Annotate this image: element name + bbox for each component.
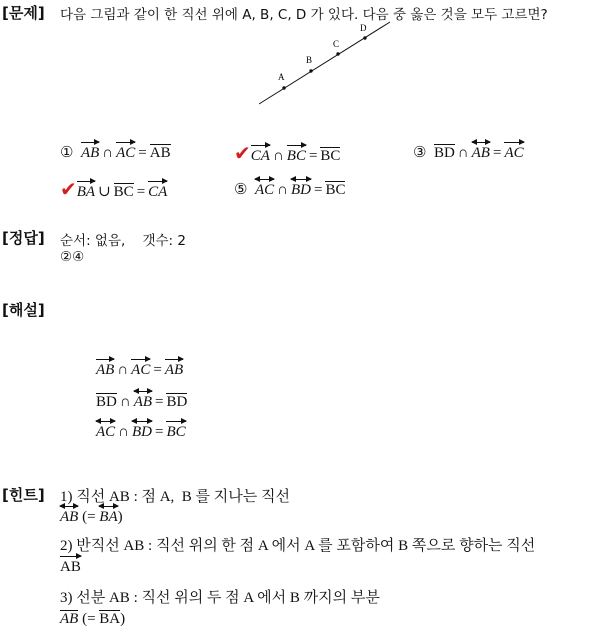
eq3-line-bd-text: BD	[132, 424, 153, 440]
hint-line-1: 1) 직선 AB : 점 A, B 를 지나는 직선	[60, 489, 290, 505]
answer-label: [정답]	[2, 229, 45, 247]
eq3-ray-bc: BC	[166, 424, 186, 440]
choice-1-seg-ab: AB	[149, 145, 171, 161]
choice-5-num: ⑤	[234, 182, 248, 198]
check-icon: ✔	[234, 141, 251, 165]
choice-4-eq: =	[136, 184, 146, 200]
choice-3[interactable]	[413, 143, 524, 162]
eq2-seg-bd: BD	[96, 394, 117, 410]
choice-3-num: ③	[413, 145, 427, 161]
problem-label: [문제]	[2, 4, 45, 22]
point-c	[336, 52, 339, 55]
hint-line-ab-text: AB	[60, 509, 79, 525]
label-b: B	[306, 55, 313, 65]
choice-2-eq: =	[308, 148, 318, 164]
hint-line-5: 3) 선분 AB : 직선 위의 두 점 A 에서 B 까지의 부분	[60, 590, 380, 606]
eq2-line-ab-text: AB	[133, 394, 153, 410]
hint-paren-open-2: (	[82, 611, 88, 627]
figure-line	[259, 22, 390, 104]
choice-2-ray-bc: BC	[286, 148, 306, 164]
point-b	[309, 69, 312, 72]
choice-4-seg-bc: BC	[113, 184, 134, 200]
answer-line: 순서: 없음, 갯수: 2	[60, 233, 186, 249]
hint-eq-1: =	[87, 509, 100, 525]
problem-question: 다음 그림과 같이 한 직선 위에 A, B, C, D 가 있다. 다음 중 옳은 것을 모두 고르면?	[60, 7, 548, 23]
choice-5-seg-bc: BC	[325, 182, 346, 198]
hint-ray-ab: AB	[60, 559, 81, 575]
choice-3-line-ab-text: AB	[471, 145, 490, 161]
choice-1-num: ①	[60, 145, 74, 161]
choice-2-ray-ca: CA	[250, 148, 270, 164]
eq2-op: ∩	[119, 394, 131, 410]
choice-2-seg-bc: BC	[320, 148, 341, 164]
choice-5-op: ∩	[277, 182, 288, 198]
label-c: C	[333, 39, 340, 49]
hint-line-ba-text: BA	[99, 509, 118, 525]
choice-5-line-bd	[291, 182, 311, 199]
answer-choices: ②④	[60, 249, 85, 265]
eq1-ray-ab: AB	[96, 362, 115, 378]
point-a	[282, 86, 285, 89]
choice-4-ray-ba: BA	[76, 184, 96, 200]
choice-4[interactable]	[60, 177, 167, 201]
hint-eq-2: =	[87, 611, 100, 627]
choice-5-line-bd-text: BD	[290, 182, 311, 198]
explanation-eq-2	[96, 393, 187, 411]
choice-5[interactable]	[234, 180, 345, 199]
eq1-op: ∩	[117, 362, 129, 378]
hint-paren-close-2: )	[120, 611, 126, 627]
eq3-line-bd	[132, 424, 152, 441]
eq1-eq: =	[153, 362, 162, 378]
hint-line-6	[60, 610, 125, 628]
choice-3-line-ab	[472, 145, 490, 162]
choice-1[interactable]	[60, 143, 171, 162]
label-d: D	[360, 23, 367, 33]
hint-line-ba	[99, 509, 117, 526]
choice-5-eq: =	[313, 182, 323, 198]
eq1-ray-ab-r: AB	[164, 362, 184, 378]
hint-line-2	[60, 509, 123, 526]
hint-seg-ba: BA	[99, 611, 121, 627]
eq3-line-ac	[96, 424, 115, 441]
explanation-label: [해설]	[2, 301, 45, 319]
hint-seg-ab: AB	[60, 611, 79, 627]
choice-1-op: ∩	[102, 145, 114, 161]
choice-3-op: ∩	[457, 145, 469, 161]
check-icon: ✔	[60, 177, 77, 201]
eq2-eq: =	[155, 394, 164, 410]
choice-3-seg-bd: BD	[433, 145, 455, 161]
choice-2[interactable]	[234, 141, 340, 165]
choice-1-ray-ac: AC	[116, 145, 136, 161]
choice-1-eq: =	[138, 145, 147, 161]
label-a: A	[278, 72, 285, 82]
point-d	[363, 36, 366, 39]
eq2-seg-bd-r: BD	[166, 394, 188, 410]
eq3-eq: =	[155, 424, 164, 440]
choice-3-ray-ac: AC	[504, 145, 524, 161]
hint-paren-open-1: (	[82, 509, 88, 525]
eq2-line-ab	[134, 394, 152, 411]
explanation-eq-3	[96, 424, 186, 441]
hint-line-ab	[60, 509, 78, 526]
line-figure	[250, 18, 400, 108]
hint-line-3: 2) 반직선 AB : 직선 위의 한 점 A 에서 A 를 포함하여 B 쪽으로 향하는 직선	[60, 538, 536, 554]
eq1-ray-ac: AC	[131, 362, 151, 378]
hint-paren-close-1: )	[117, 509, 123, 525]
explanation-eq-1	[96, 362, 183, 379]
hint-line-4	[60, 559, 81, 576]
choice-5-line-ac	[255, 182, 274, 199]
eq3-op: ∩	[118, 424, 130, 440]
choice-4-op: ∪	[98, 184, 111, 200]
choice-2-op: ∩	[272, 148, 284, 164]
choice-5-line-ac-text: AC	[254, 182, 275, 198]
choice-4-ray-ca: CA	[148, 184, 168, 200]
hint-label: [힌트]	[2, 486, 45, 504]
choice-3-eq: =	[492, 145, 502, 161]
choice-1-ray-ab: AB	[80, 145, 100, 161]
eq3-line-ac-text: AC	[96, 424, 116, 440]
